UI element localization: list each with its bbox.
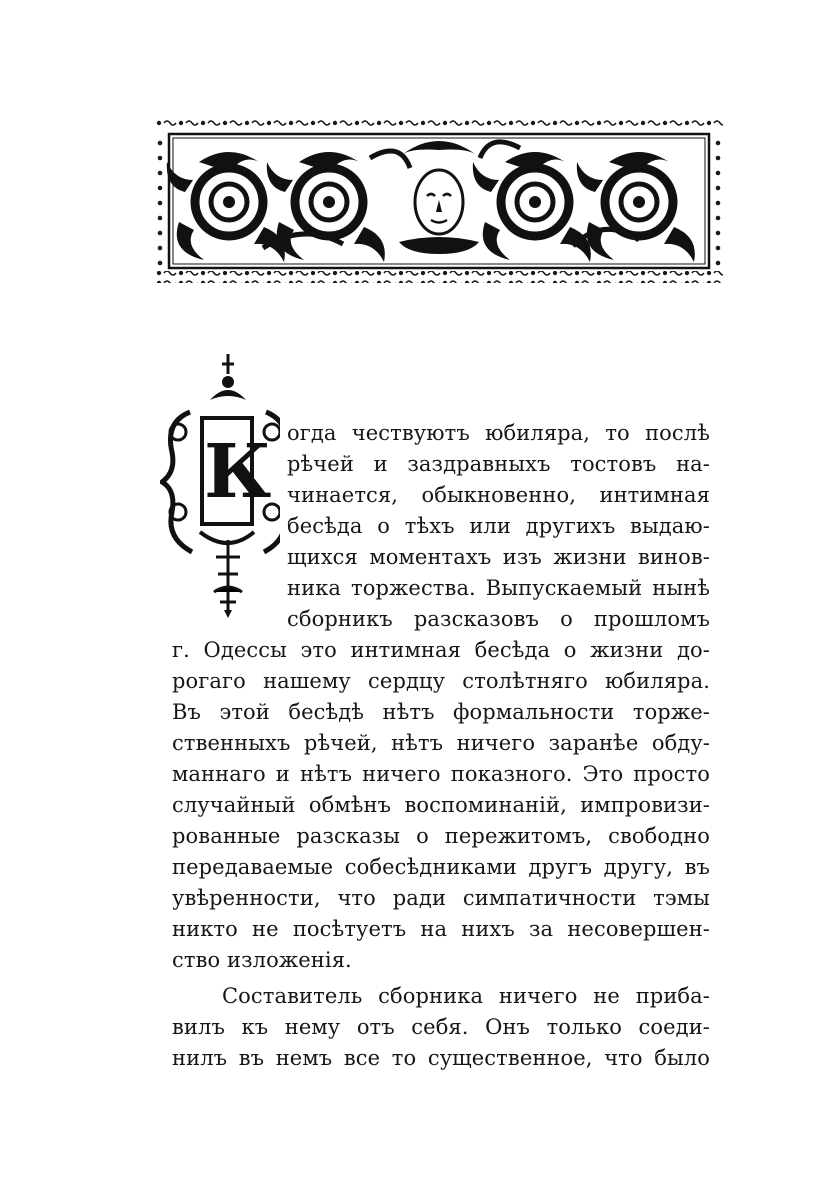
ornamental-headpiece	[155, 118, 723, 286]
text-line: ство изложенія.	[172, 948, 352, 972]
text-line: вилъ къ нему отъ себя. Онъ только соеди-	[172, 1015, 710, 1039]
text-line: маннаго и нѣтъ ничего показного. Это просто	[172, 762, 710, 786]
text-line: рѣчей и заздравныхъ тостовъ на-	[287, 452, 710, 476]
text-line: огда чествуютъ юбиляра, то послѣ	[287, 421, 710, 445]
text-line: передаваемые собесѣдниками другъ другу, въ	[172, 855, 710, 879]
text-line: рогаго нашему сердцу столѣтняго юбиляра.	[172, 669, 710, 693]
text-line: бесѣда о тѣхъ или другихъ выдаю-	[287, 514, 710, 538]
text-line: Составитель сборника ничего не приба-	[222, 984, 710, 1008]
text-line: г. Одессы это интимная бесѣда о жизни до-	[172, 638, 710, 662]
text-line: ственныхъ рѣчей, нѣтъ ничего заранѣе обду-	[172, 731, 710, 755]
drop-cap-letter: К	[204, 429, 272, 515]
text-line: ника торжества. Выпускаемый нынѣ	[287, 576, 710, 600]
text-line: Въ этой бесѣдѣ нѣтъ формальности торже-	[172, 700, 710, 724]
text-line: щихся моментахъ изъ жизни винов-	[287, 545, 710, 569]
text-line: случайный обмѣнъ воспоминаній, импровизи-	[172, 793, 710, 817]
text-line: увѣренности, что ради симпатичности тэмы	[172, 886, 710, 910]
text-line: чинается, обыкновенно, интимная	[287, 483, 710, 507]
text-line: сборникъ разсказовъ о прошломъ	[287, 607, 710, 631]
text-line: рованные разсказы о пережитомъ, свободно	[172, 824, 710, 848]
text-line: нилъ въ немъ все то существенное, что было	[172, 1046, 710, 1070]
ornamental-drop-cap	[160, 352, 280, 620]
text-line: никто не посѣтуетъ на нихъ за несовершен-	[172, 917, 710, 941]
